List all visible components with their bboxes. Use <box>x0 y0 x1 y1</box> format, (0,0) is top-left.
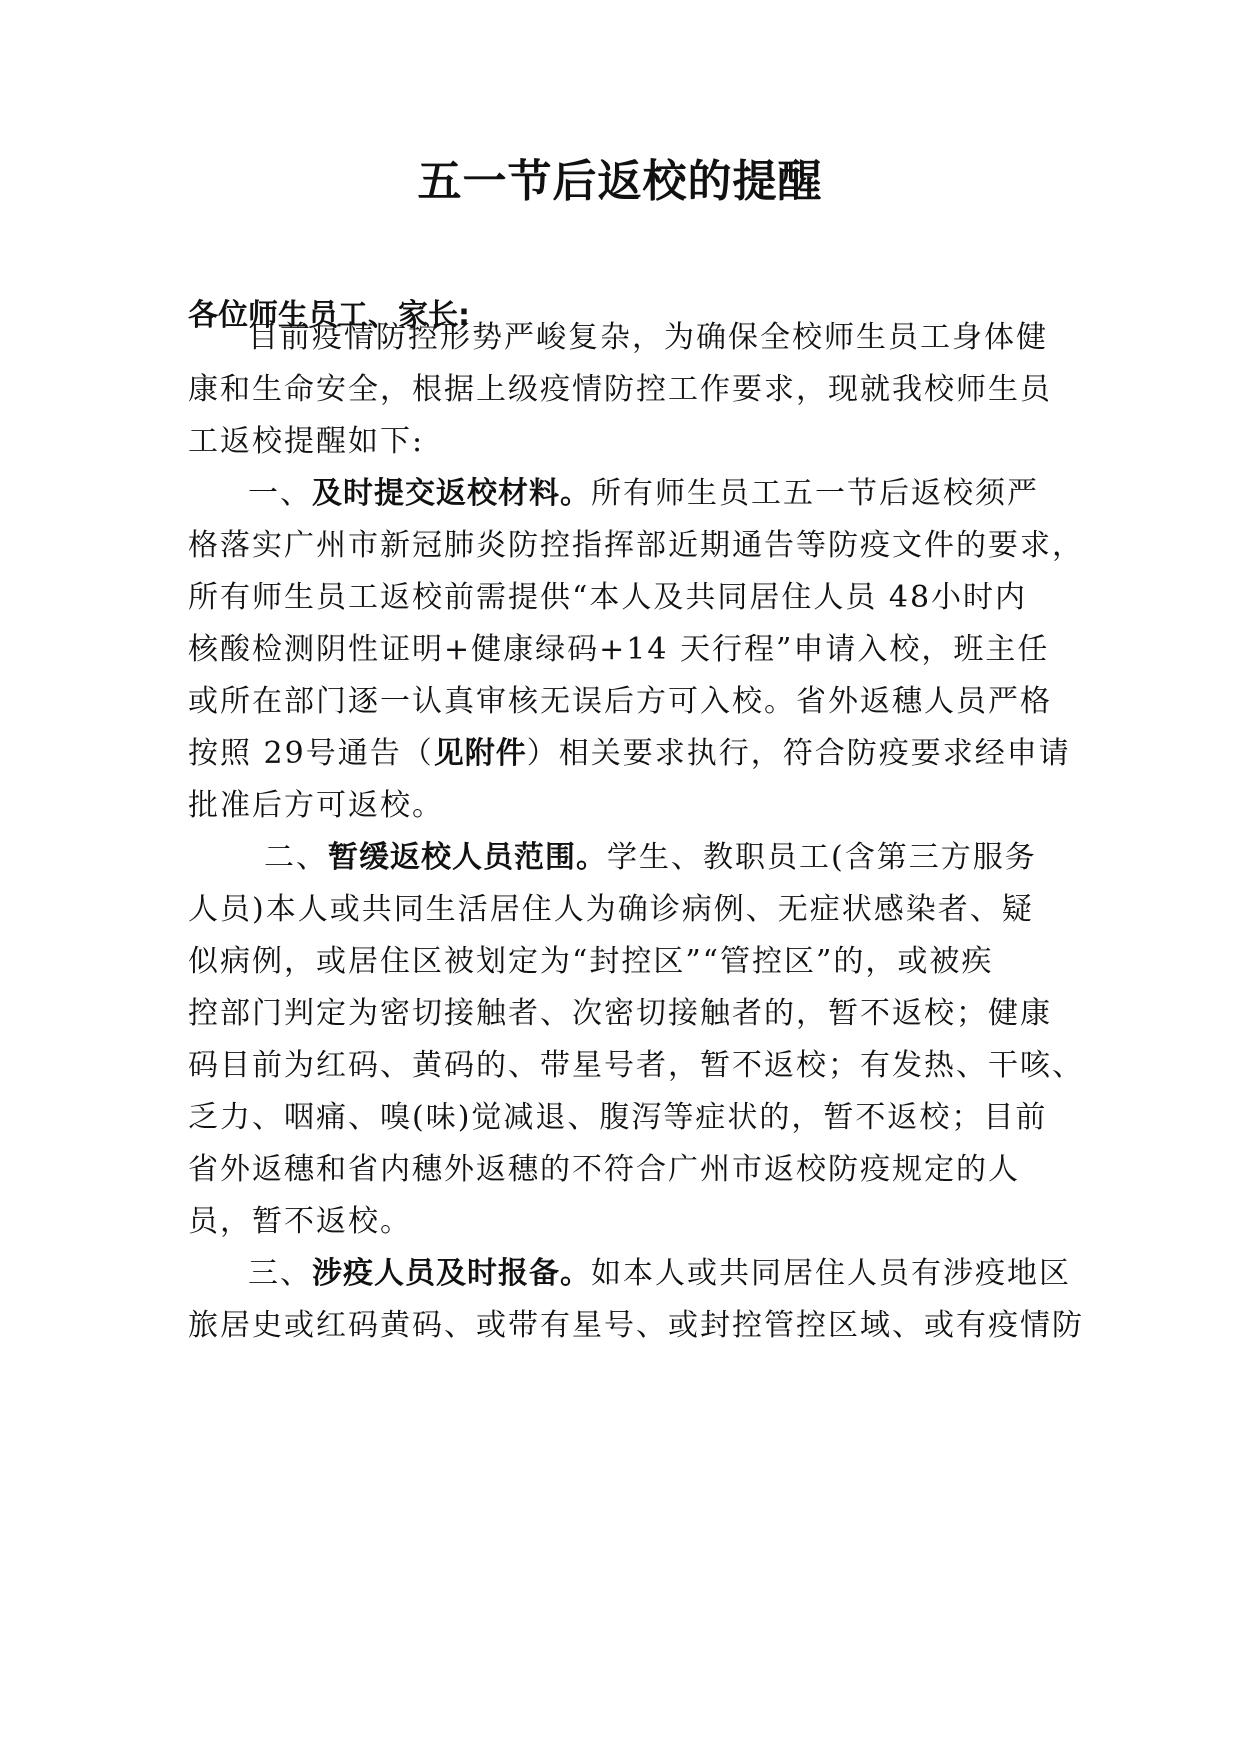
section-2-heading: 暂缓返校人员范围。 <box>328 840 607 875</box>
section-2-line: 乏力、咽痛、嗅(味)觉减退、腹泻等症状的，暂不返校；目前 <box>188 1100 1048 1135</box>
section-2-line: 省外返穗和省内穗外返穗的不符合广州市返校防疫规定的人 <box>188 1152 1020 1187</box>
section-1-line: 格落实广州市新冠肺炎防控指挥部近期通告等防疫文件的要求， <box>188 528 1084 563</box>
intro-line: 工返校提醒如下: <box>188 424 425 459</box>
page-title: 五一节后返校的提醒 <box>417 156 823 207</box>
section-3-heading: 涉疫人员及时报备。 <box>312 1256 591 1291</box>
section-2-line: 员，暂不返校。 <box>188 1204 412 1239</box>
section-1-line: 批准后方可返校。 <box>188 788 444 823</box>
section-2-number: 二、 <box>264 840 328 875</box>
section-1-paragraph <box>188 468 1084 832</box>
section-1-line: 核酸检测阴性证明+健康绿码+14 天行程”申请入校，班主任 <box>188 632 1050 667</box>
section-3-text: 如本人或共同居住人员有涉疫地区 <box>591 1256 1071 1291</box>
section-1-number: 一、 <box>248 476 312 511</box>
section-1-line: 所有师生员工返校前需提供“本人及共同居住人员 48小时内 <box>188 580 1028 615</box>
intro-line: 目前疫情防控形势严峻复杂，为确保全校师生员工身体健 <box>248 320 1048 355</box>
section-3-number: 三、 <box>248 1256 312 1291</box>
attachment-reference: 见附件 <box>433 736 527 771</box>
section-1-text: ）相关要求执行，符合防疫要求经申请 <box>526 736 1071 771</box>
section-2-text: 学生、教职员工(含第三方服务 <box>607 840 1037 875</box>
salutation: 各位师生员工、家长: <box>188 298 470 333</box>
section-3-line: 旅居史或红码黄码、或带有星号、或封控管控区域、或有疫情防 <box>188 1308 1084 1343</box>
intro-line: 康和生命安全，根据上级疫情防控工作要求，现就我校师生员 <box>188 372 1052 407</box>
section-2-line: 似病例，或居住区被划定为“封控区”“管控区”的，或被疾 <box>188 944 994 979</box>
intro-paragraph <box>188 312 1052 468</box>
section-3-paragraph <box>188 1248 1084 1352</box>
section-1-text: 所有师生员工五一节后返校须严 <box>591 476 1039 511</box>
section-2-line: 人员)本人或共同生活居住人为确诊病例、无症状感染者、疑 <box>188 892 1034 927</box>
section-2-paragraph <box>188 832 1084 1248</box>
section-1-text: 按照 29号通告（ <box>188 736 434 771</box>
section-2-line: 码目前为红码、黄码的、带星号者，暂不返校；有发热、干咳、 <box>188 1048 1084 1083</box>
section-2-line: 控部门判定为密切接触者、次密切接触者的，暂不返校；健康 <box>188 996 1052 1031</box>
section-1-heading: 及时提交返校材料。 <box>312 476 591 511</box>
section-1-line: 或所在部门逐一认真审核无误后方可入校。省外返穗人员严格 <box>188 684 1052 719</box>
